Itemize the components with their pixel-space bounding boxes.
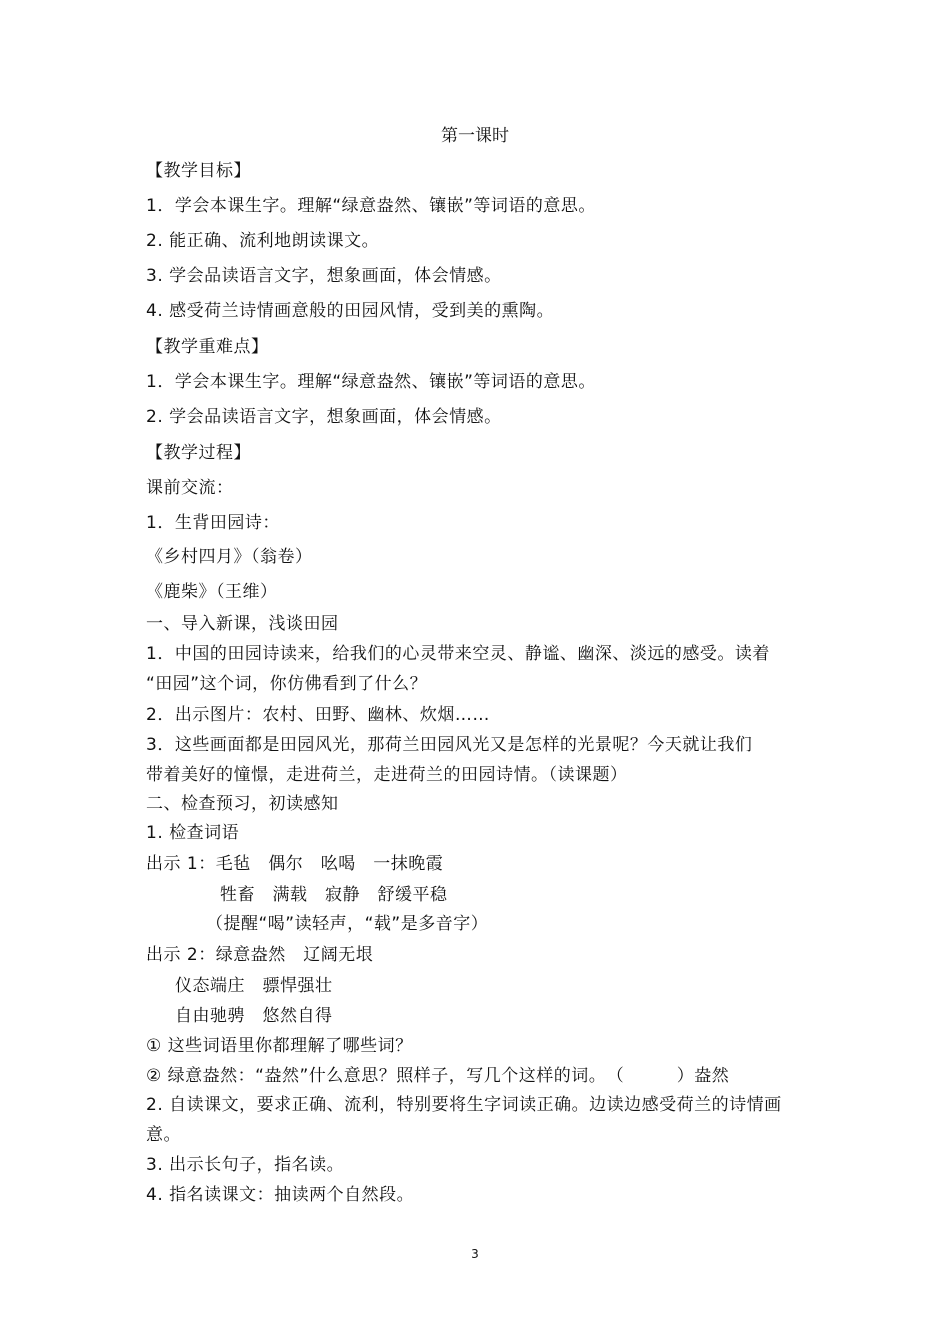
process-line: 3. 出示长句子，指名读。 xyxy=(146,1155,345,1175)
poem-line-1: 《乡村四月》（翁卷） xyxy=(146,547,313,567)
page-number: 3 xyxy=(471,1247,479,1261)
lesson-title: 第一课时 xyxy=(441,126,509,146)
section-heading-process: 【教学过程】 xyxy=(146,443,251,463)
goal-3: 3. 学会品读语言文字，想象画面，体会情感。 xyxy=(146,266,502,286)
pre-class-label: 课前交流： xyxy=(146,478,234,498)
part-heading-1: 一、导入新课，浅谈田园 xyxy=(146,614,339,634)
word-list-line: 自由驰骋 悠然自得 xyxy=(175,1006,333,1026)
question-line: ① 这些词语里你都理解了哪些词？ xyxy=(146,1036,413,1056)
word-list-line: 出示 1：毛毡 偶尔 吆喝 一抹晚霞 xyxy=(146,854,444,874)
word-list-line: 仪态端庄 骠悍强壮 xyxy=(175,976,333,996)
goal-2: 2. 能正确、流利地朗读课文。 xyxy=(146,231,380,251)
poem-line-2: 《鹿柴》（王维） xyxy=(146,582,278,602)
process-line: 1. 检查词语 xyxy=(146,823,240,843)
process-line: 意。 xyxy=(146,1125,181,1145)
section-heading-key-points: 【教学重难点】 xyxy=(146,337,269,357)
word-list-line: 出示 2：绿意盎然 辽阔无垠 xyxy=(146,945,374,965)
key-point-2: 2. 学会品读语言文字，想象画面，体会情感。 xyxy=(146,407,502,427)
process-line: 3．这些画面都是田园风光，那荷兰田园风光又是怎样的光景呢？今天就让我们 xyxy=(146,735,753,755)
process-line: 2．出示图片：农村、田野、幽林、炊烟…… xyxy=(146,705,490,725)
process-line: 4. 指名读课文：抽读两个自然段。 xyxy=(146,1185,415,1205)
goal-4: 4. 感受荷兰诗情画意般的田园风情，受到美的熏陶。 xyxy=(146,301,555,321)
part-heading-2: 二、检查预习，初读感知 xyxy=(146,794,339,814)
process-line: 带着美好的憧憬，走进荷兰，走进荷兰的田园诗情。（读课题） xyxy=(146,765,628,785)
process-line: 1．中国的田园诗读来，给我们的心灵带来空灵、静谧、幽深、淡远的感受。读着 xyxy=(146,644,770,664)
question-line: ② 绿意盎然：“盎然”什么意思？照样子，写几个这样的词。 （ ）盎然 xyxy=(146,1066,730,1086)
key-point-1: 1．学会本课生字。理解“绿意盎然、镶嵌”等词语的意思。 xyxy=(146,372,596,392)
section-heading-goals: 【教学目标】 xyxy=(146,161,251,181)
word-list-note: （提醒“喝”读轻声，“载”是多音字） xyxy=(206,914,489,934)
process-line: 2. 自读课文，要求正确、流利，特别要将生字词读正确。边读边感受荷兰的诗情画 xyxy=(146,1095,782,1115)
word-list-line: 牲畜 满载 寂静 舒缓平稳 xyxy=(220,885,448,905)
process-line: 1．生背田园诗： xyxy=(146,513,280,533)
goal-1: 1．学会本课生字。理解“绿意盎然、镶嵌”等词语的意思。 xyxy=(146,196,596,216)
process-line: “田园”这个词，你仿佛看到了什么？ xyxy=(146,674,428,694)
